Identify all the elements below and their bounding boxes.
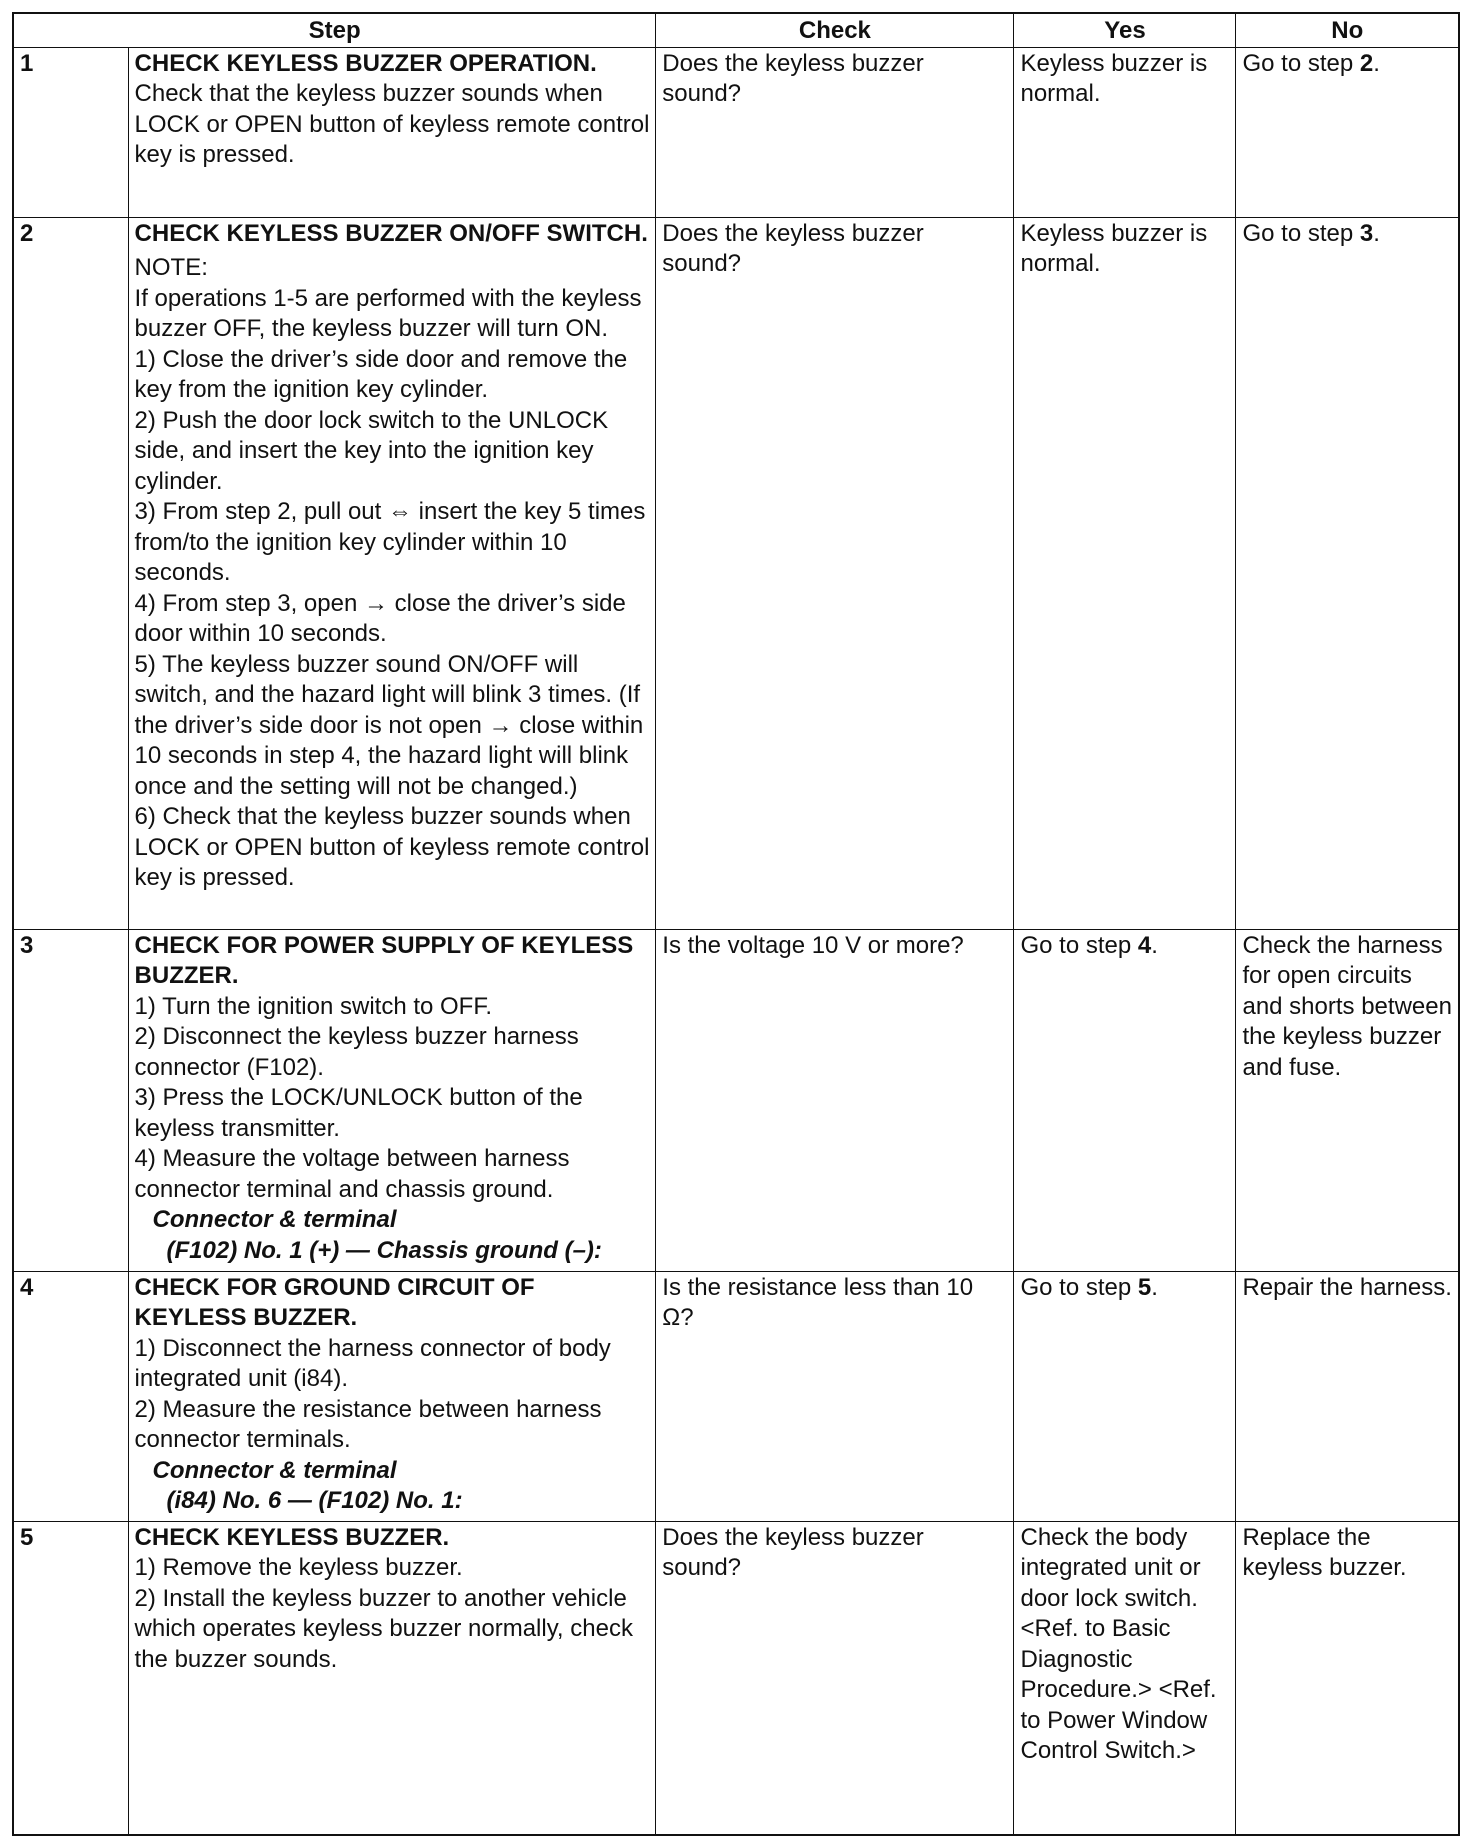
step-number: 4 [13, 1271, 128, 1521]
table-row [13, 1271, 1459, 1521]
step-number: 5 [13, 1521, 128, 1835]
sub-step: 2) Measure the resistance between harness connector terminals. [134, 1395, 602, 1453]
sub-step: 3) From step 2, pull out ⇔ insert the key 5 times from/to the ignition key cylinder within 10 seconds. [134, 498, 646, 586]
step-description [128, 1521, 656, 1835]
header-no: No [1236, 13, 1459, 47]
check-cell [656, 929, 1014, 1271]
yes-result: Keyless buzzer is normal. [1020, 49, 1208, 107]
step-title: CHECK KEYLESS BUZZER ON/OFF SWITCH. [134, 219, 648, 247]
step-body: Check that the keyless buzzer sounds when LOCK or OPEN button of keyless remote control key is pressed. [134, 80, 650, 168]
step-description [128, 1271, 656, 1521]
step-title: CHECK KEYLESS BUZZER OPERATION. [134, 49, 597, 77]
yes-result: Keyless buzzer is normal. [1020, 219, 1208, 277]
yes-text: Go to step [1020, 931, 1138, 959]
header-step: Step [13, 13, 656, 47]
connector-terminal: (F102) No. 1 (+) — Chassis ground (–): [166, 1236, 602, 1264]
check-cell [656, 217, 1014, 929]
sub-step: 1) Remove the keyless buzzer. [134, 1554, 463, 1581]
table-row [13, 929, 1459, 1271]
no-result: Replace the keyless buzzer. [1242, 1523, 1407, 1581]
diagnostic-table [12, 12, 1460, 1836]
no-step-ref: 2 [1359, 49, 1374, 77]
check-question: Is the voltage 10 V or more? [662, 931, 964, 959]
yes-result [1020, 1273, 1230, 1304]
diagnostic-procedure [12, 12, 1460, 1836]
step-description [128, 47, 656, 217]
table-row [13, 1521, 1459, 1835]
sub-step: 1) Turn the ignition switch to OFF. [134, 992, 493, 1020]
check-question: Does the keyless buzzer sound? [662, 219, 924, 277]
yes-text-end: . [1151, 1273, 1158, 1301]
yes-cell [1014, 1521, 1236, 1835]
no-cell [1236, 1271, 1459, 1521]
step-title: CHECK FOR POWER SUPPLY OF KEYLESS BUZZER. [134, 931, 634, 989]
check-question: Does the keyless buzzer sound? [662, 1523, 924, 1581]
yes-cell [1014, 47, 1236, 217]
sub-step: 4) From step 3, open → close the driver’s side door within 10 seconds. [134, 589, 626, 647]
no-result: Check the harness for open circuits and shorts between the keyless buzzer and fuse. [1242, 931, 1452, 1081]
sub-step: 1) Disconnect the harness connector of body integrated unit (i84). [134, 1334, 611, 1392]
yes-text-end: . [1151, 931, 1158, 959]
yes-step-ref: 4 [1137, 931, 1152, 959]
connector-heading: Connector & terminal [152, 1456, 397, 1484]
connector-terminal: (i84) No. 6 — (F102) No. 1: [166, 1487, 463, 1514]
yes-cell [1014, 929, 1236, 1271]
yes-result: Check the body integrated unit or door lock switch. <Ref. to Basic Diagnostic Procedure.> <Ref. to Power Window Control Switch.> [1020, 1523, 1217, 1764]
sub-step: 4) Measure the voltage between harness connector terminal and chassis ground. [134, 1145, 570, 1203]
sub-step: 6) Check that the keyless buzzer sounds when LOCK or OPEN button of keyless remote control key is pressed. [134, 803, 650, 891]
sub-step: 3) Press the LOCK/UNLOCK button of the keyless transmitter. [134, 1084, 583, 1142]
sub-step: 2) Disconnect the keyless buzzer harness connector (F102). [134, 1023, 579, 1081]
note-heading: NOTE: [134, 254, 208, 281]
no-result [1242, 49, 1453, 80]
no-cell [1236, 217, 1459, 929]
yes-cell [1014, 1271, 1236, 1521]
yes-result [1020, 931, 1230, 962]
no-step-ref: 3 [1359, 219, 1374, 247]
yes-text: Go to step [1020, 1273, 1138, 1301]
check-question: Does the keyless buzzer sound? [662, 49, 924, 107]
check-cell [656, 1271, 1014, 1521]
connector-heading: Connector & terminal [152, 1206, 397, 1233]
step-description [128, 929, 656, 1271]
sub-step: 2) Push the door lock switch to the UNLOCK side, and insert the key into the ignition key cylinder. [134, 406, 609, 495]
no-cell [1236, 47, 1459, 217]
step-number: 1 [13, 47, 128, 217]
sub-step: 1) Close the driver’s side door and remove the key from the ignition key cylinder. [134, 345, 628, 403]
sub-step: 5) The keyless buzzer sound ON/OFF will switch, and the hazard light will blink 3 times. (If the driver’s side door is not open → close within 10 seconds in step 4, the hazard light will blink once and the setting will not be changed.) [134, 650, 644, 800]
check-cell [656, 47, 1014, 217]
no-result: Repair the harness. [1242, 1273, 1452, 1301]
step-description [128, 217, 656, 929]
sub-step: 2) Install the keyless buzzer to another vehicle which operates keyless buzzer normally, check the buzzer sounds. [134, 1584, 633, 1673]
check-cell [656, 1521, 1014, 1835]
step-title: CHECK FOR GROUND CIRCUIT OF KEYLESS BUZZER. [134, 1273, 535, 1331]
no-cell [1236, 929, 1459, 1271]
table-row [13, 217, 1459, 929]
no-text: Go to step [1242, 219, 1360, 247]
no-text-end: . [1373, 49, 1380, 77]
step-title: CHECK KEYLESS BUZZER. [134, 1523, 450, 1551]
yes-step-ref: 5 [1137, 1273, 1152, 1301]
check-question: Is the resistance less than 10 Ω? [662, 1273, 974, 1331]
no-text: Go to step [1242, 49, 1360, 77]
header-check: Check [656, 13, 1014, 47]
header-yes: Yes [1014, 13, 1236, 47]
yes-cell [1014, 217, 1236, 929]
step-number: 2 [13, 217, 128, 929]
no-text-end: . [1373, 219, 1380, 247]
no-cell [1236, 1521, 1459, 1835]
table-header-row [13, 13, 1459, 47]
note-text: If operations 1-5 are performed with the keyless buzzer OFF, the keyless buzzer will turn ON. [134, 284, 642, 342]
no-result [1242, 219, 1453, 250]
table-row [13, 47, 1459, 217]
step-number: 3 [13, 929, 128, 1271]
